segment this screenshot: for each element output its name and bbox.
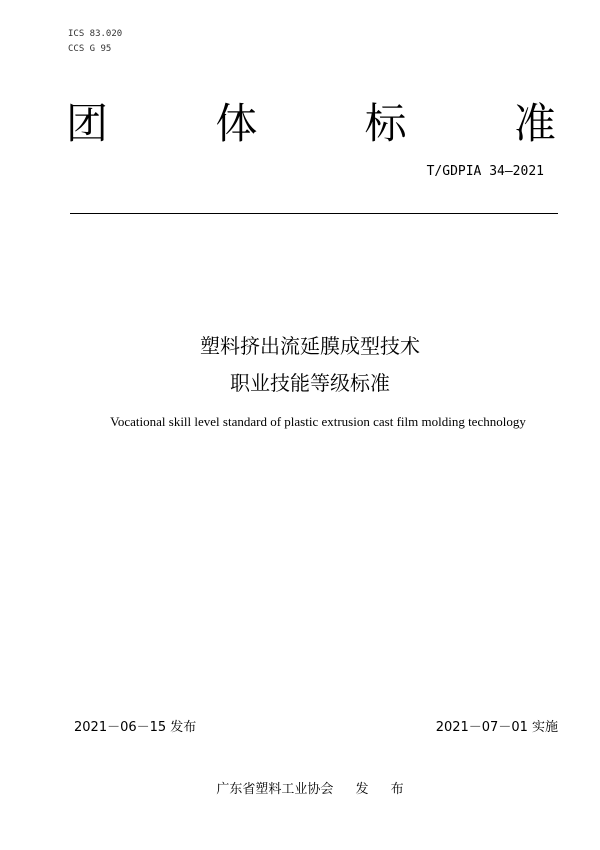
publisher: 广东省塑料工业协会 发 布 <box>216 782 404 797</box>
title-char: 体 <box>215 99 258 148</box>
title-char: 标 <box>364 99 407 148</box>
title-cn-line2: 职业技能等级标准 <box>230 371 390 395</box>
title-en: Vocational skill level standard of plastic extrusion cast film molding technology <box>110 414 526 429</box>
implement-date: 2021－07－01 实施 <box>435 720 558 735</box>
ics-code: ICS 83.020 <box>68 29 123 39</box>
standard-number: T/GDPIA 34—2021 <box>426 164 544 179</box>
ccs-code: CCS G 95 <box>68 44 112 54</box>
publish-date: 2021－06－15 发布 <box>74 720 197 735</box>
document-type-title <box>66 98 556 150</box>
title-char: 准 <box>513 99 556 148</box>
title-cn-line1: 塑料挤出流延膜成型技术 <box>200 334 420 358</box>
divider <box>70 213 558 214</box>
title-char: 团 <box>66 99 109 148</box>
